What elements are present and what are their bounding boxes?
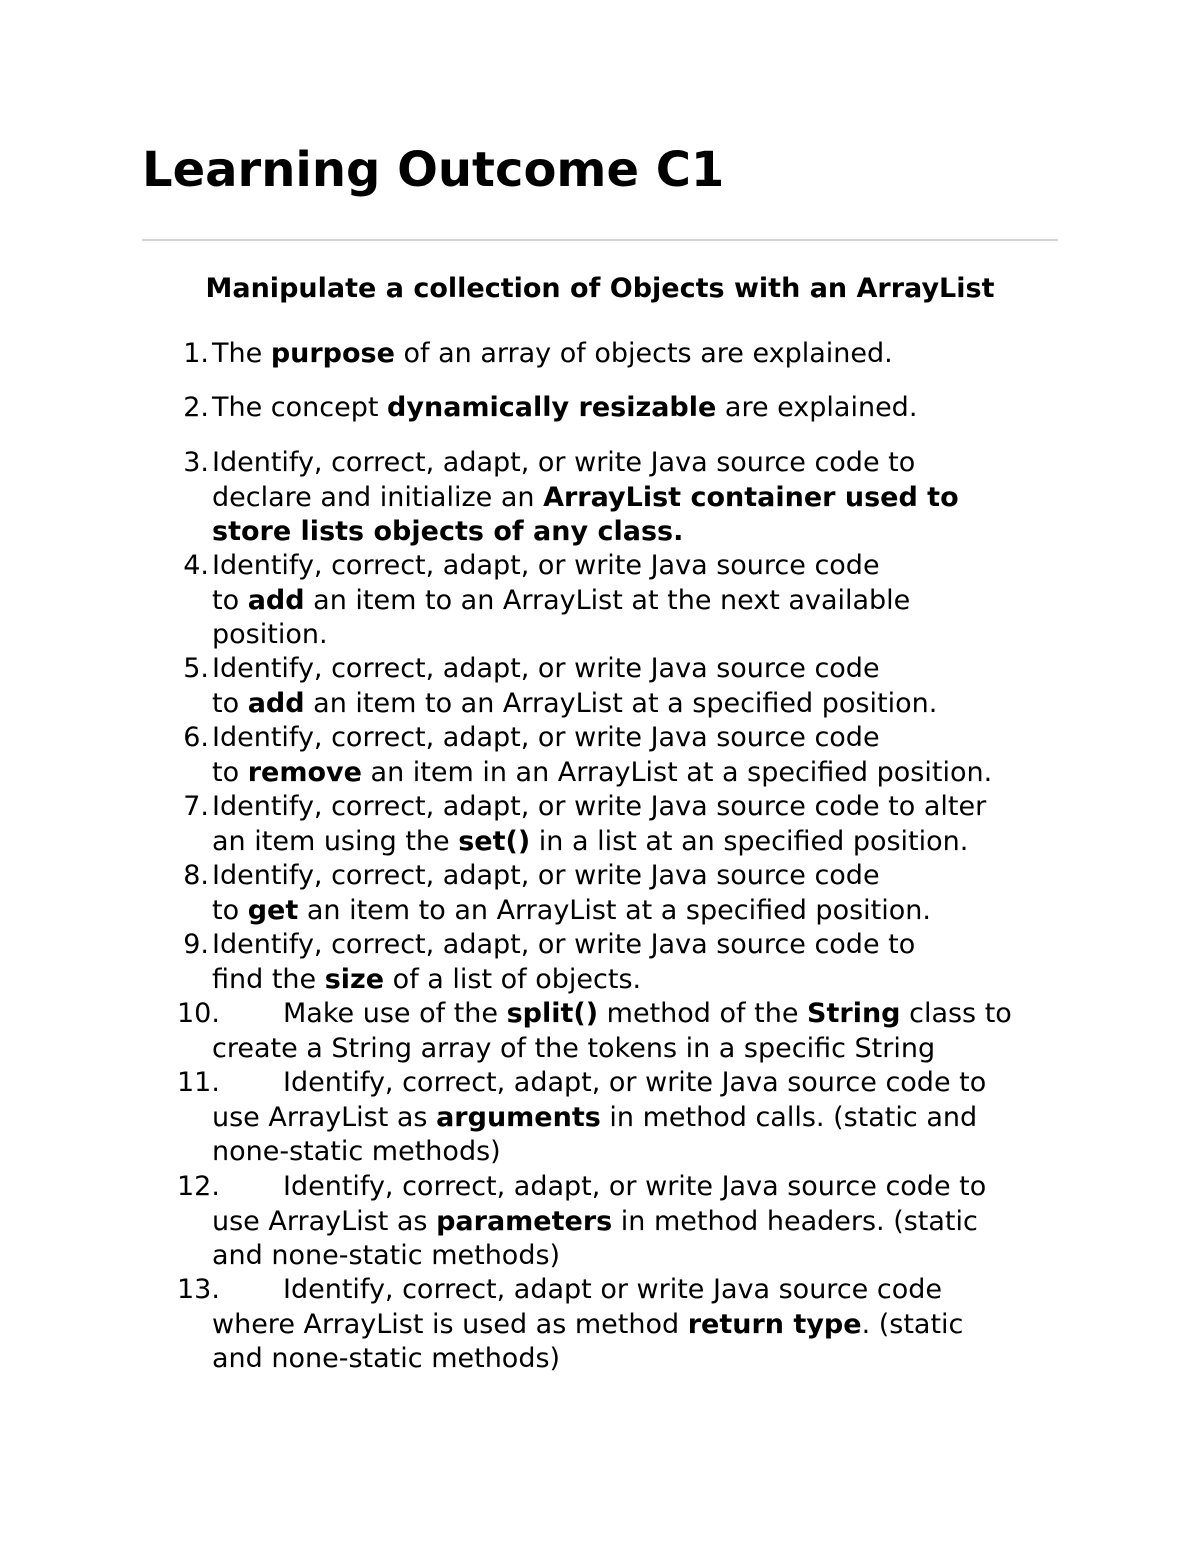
plain-text: in a list at an specified position. bbox=[530, 825, 969, 857]
outcome-number: 8. bbox=[183, 860, 209, 891]
emphasis-text: parameters bbox=[436, 1205, 613, 1237]
outcome-line bbox=[212, 391, 1082, 426]
plain-text: Identify, correct, adapt, or write Java source code to alter bbox=[212, 791, 987, 822]
outcome-item bbox=[142, 721, 1082, 790]
outcome-item bbox=[142, 859, 1082, 928]
outcome-number: 11. bbox=[177, 1067, 220, 1098]
outcome-number: 4. bbox=[183, 550, 209, 581]
plain-text: an item to an ArrayList at a specified position. bbox=[304, 687, 938, 719]
emphasis-text: String bbox=[807, 998, 901, 1029]
plain-text: are explained. bbox=[716, 392, 918, 423]
plain-text: create a String array of the tokens in a specific String bbox=[212, 1032, 936, 1064]
plain-text: Identify, correct, adapt or write Java source code bbox=[283, 1274, 942, 1305]
outcome-line bbox=[212, 1342, 1082, 1377]
plain-text: an item to an ArrayList at a specified position. bbox=[298, 894, 931, 926]
outcome-line bbox=[212, 549, 1082, 584]
emphasis-text: store lists objects of any class. bbox=[212, 516, 684, 547]
plain-text: Identify, correct, adapt, or write Java source code bbox=[212, 653, 880, 684]
plain-text: Identify, correct, adapt, or write Java source code to bbox=[212, 447, 916, 478]
outcome-line bbox=[212, 618, 1082, 653]
outcome-line bbox=[283, 997, 1082, 1032]
plain-text: use ArrayList as bbox=[212, 1101, 437, 1133]
plain-text: to bbox=[212, 687, 248, 719]
outcome-item bbox=[142, 391, 1082, 426]
outcome-line bbox=[212, 894, 1082, 929]
outcome-item bbox=[142, 549, 1082, 653]
outcome-number: 1. bbox=[183, 338, 209, 369]
emphasis-text: set() bbox=[458, 825, 531, 857]
plain-text: to bbox=[212, 756, 248, 788]
plain-text: find the bbox=[212, 963, 325, 995]
plain-text: . (static bbox=[861, 1308, 964, 1340]
plain-text: Identify, correct, adapt, or write Java source code bbox=[212, 550, 880, 581]
plain-text: class to bbox=[900, 998, 1012, 1029]
emphasis-text: arguments bbox=[436, 1101, 601, 1133]
outcome-item bbox=[142, 1170, 1082, 1274]
outcome-line bbox=[212, 1135, 1082, 1170]
outcome-number: 2. bbox=[183, 392, 209, 423]
plain-text: use ArrayList as bbox=[212, 1205, 437, 1237]
outcome-line bbox=[212, 584, 1082, 619]
plain-text: an item using the bbox=[212, 825, 459, 857]
plain-text: Identify, correct, adapt, or write Java source code bbox=[212, 860, 880, 891]
emphasis-text: dynamically resizable bbox=[387, 392, 717, 423]
emphasis-text: size bbox=[324, 963, 385, 995]
outcome-number: 9. bbox=[183, 929, 209, 960]
plain-text: and none-static methods) bbox=[212, 1240, 561, 1271]
section-subtitle: Manipulate a collection of Objects with an ArrayList bbox=[205, 273, 995, 304]
outcome-line bbox=[212, 446, 1082, 481]
outcome-item bbox=[142, 928, 1082, 997]
outcome-line bbox=[283, 1273, 1082, 1308]
outcome-number: 5. bbox=[183, 653, 209, 684]
emphasis-text: remove bbox=[247, 756, 362, 788]
outcome-line bbox=[212, 687, 1082, 722]
plain-text: Make use of the bbox=[283, 998, 507, 1029]
plain-text: declare and initialize an bbox=[212, 481, 544, 513]
outcome-line bbox=[212, 515, 1082, 550]
outcome-item bbox=[142, 790, 1082, 859]
outcome-line bbox=[212, 1101, 1082, 1136]
outcome-item bbox=[142, 446, 1082, 550]
outcome-line bbox=[212, 963, 1082, 998]
plain-text: Identify, correct, adapt, or write Java source code to bbox=[283, 1067, 987, 1098]
title-divider bbox=[142, 239, 1058, 241]
outcome-line bbox=[212, 1032, 1082, 1067]
plain-text: an item to an ArrayList at the next available bbox=[304, 584, 911, 616]
outcome-line bbox=[212, 928, 1082, 963]
outcome-line bbox=[212, 652, 1082, 687]
emphasis-text: split() bbox=[506, 998, 599, 1029]
plain-text: and none-static methods) bbox=[212, 1343, 561, 1374]
outcome-number: 12. bbox=[177, 1171, 220, 1202]
outcome-line bbox=[212, 337, 1082, 372]
outcome-number: 10. bbox=[177, 998, 220, 1029]
outcome-number: 6. bbox=[183, 722, 209, 753]
outcome-line bbox=[212, 756, 1082, 791]
plain-text: of an array of objects are explained. bbox=[394, 338, 893, 369]
plain-text: to bbox=[212, 584, 248, 616]
outcome-number: 3. bbox=[183, 447, 209, 478]
emphasis-text: add bbox=[247, 584, 305, 616]
outcome-line bbox=[212, 481, 1082, 516]
plain-text: Identify, correct, adapt, or write Java source code to bbox=[212, 929, 916, 960]
plain-text: an item in an ArrayList at a specified position. bbox=[361, 756, 993, 788]
plain-text: position. bbox=[212, 619, 328, 650]
plain-text: The bbox=[212, 338, 271, 369]
outcome-line bbox=[212, 721, 1082, 756]
outcome-item bbox=[142, 1066, 1082, 1170]
outcome-line bbox=[212, 1205, 1082, 1240]
plain-text: where ArrayList is used as method bbox=[212, 1308, 688, 1340]
outcome-line bbox=[212, 825, 1082, 860]
plain-text: none-static methods) bbox=[212, 1136, 501, 1167]
plain-text: method of the bbox=[598, 998, 808, 1029]
outcome-line bbox=[212, 859, 1082, 894]
plain-text: Identify, correct, adapt, or write Java source code to bbox=[283, 1171, 987, 1202]
plain-text: Identify, correct, adapt, or write Java source code bbox=[212, 722, 880, 753]
outcome-line bbox=[283, 1170, 1082, 1205]
outcome-line bbox=[212, 1239, 1082, 1274]
outcome-item bbox=[142, 652, 1082, 721]
outcome-number: 7. bbox=[183, 791, 209, 822]
outcome-item bbox=[142, 997, 1082, 1066]
outcome-line bbox=[212, 1308, 1082, 1343]
outcome-line bbox=[283, 1066, 1082, 1101]
plain-text: in method calls. (static and bbox=[600, 1101, 978, 1133]
emphasis-text: get bbox=[247, 894, 299, 926]
outcome-item bbox=[142, 337, 1082, 372]
outcome-item bbox=[142, 1273, 1082, 1377]
emphasis-text: ArrayList container used to bbox=[543, 481, 959, 513]
emphasis-text: purpose bbox=[270, 338, 395, 369]
plain-text: The concept bbox=[212, 392, 388, 423]
outcome-number: 13. bbox=[177, 1274, 220, 1305]
plain-text: to bbox=[212, 894, 248, 926]
emphasis-text: return type bbox=[687, 1308, 862, 1340]
plain-text: of a list of objects. bbox=[384, 963, 642, 995]
outcome-line bbox=[212, 790, 1082, 825]
plain-text: in method headers. (static bbox=[612, 1205, 978, 1237]
emphasis-text: add bbox=[247, 687, 305, 719]
page-title: Learning Outcome C1 bbox=[142, 142, 725, 198]
